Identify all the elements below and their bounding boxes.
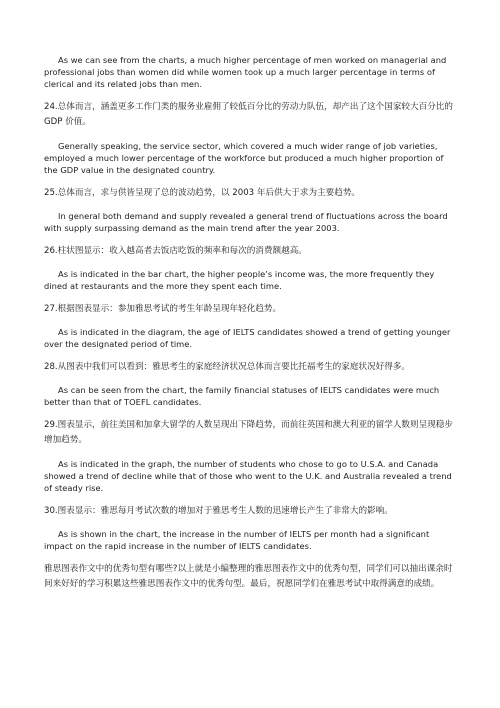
paragraph-zh-conclusion: 雅思图表作文中的优秀句型有哪些?以上就是小编整理的雅思图表作文中的优秀句型，同学们可以抽出课余时间来好好的学习积累这些雅思图表作文中的优秀句型。最后，祝愿同学们在雅思考试中取得满意的成绩。 [44,564,453,589]
paragraph-en-men-women-jobs: As we can see from the charts, a much higher percentage of men worked on managerial and professional jobs than women did while women took up a much larger percentage in terms of clerical and its related jobs than men. [44,55,447,89]
paragraph-en-income-dining: As is indicated in the bar chart, the higher people’s income was, the more frequently they dined at restaurants and the more they spent each time. [44,269,435,291]
paragraph-en-service-sector: Generally speaking, the service sector, which covered a much wider range of job varieties, employed a much lower percentage of the workforce but produced a much higher proportion of the GDP value in the designated country. [44,141,444,175]
paragraph-en-ielts-age: As is indicated in the diagram, the age of IELTS candidates showed a trend of getting younger over the designated period of time. [44,327,451,349]
paragraph-en-ielts-frequency: As is shown in the chart, the increase in the number of IELTS per month had a significant impact on the rapid increase in the number of IELTS candidates. [44,529,430,551]
paragraph-en-study-abroad: As is indicated in the graph, the number of students who chose to go to U.S.A. and Canada showed a trend of decline while that of those who went to the U.K. and Australia revealed a trend of steady rise. [44,459,452,493]
paragraph-zh-25: 25.总体而言，求与供皆呈现了总的波动趋势，以 2003 年后供大于求为主要趋势。 [44,188,361,198]
paragraph-zh-30: 30.图表显示：雅思每月考试次数的增加对于雅思考生人数的迅速增长产生了非常大的影响。 [44,506,393,516]
paragraph-zh-26: 26.柱状图显示：收入越高者去饭店吃饭的频率和每次的消费额越高。 [44,246,307,256]
paragraph-zh-29: 29.图表显示，前往美国和加拿大留学的人数呈现出下降趋势，而前往英国和澳大利亚的留学人数则呈现稳步增加趋势。 [44,420,453,445]
paragraph-en-family-finance: As can be seen from the chart, the family financial statuses of IELTS candidates were much better than that of TOEFL candidates. [44,385,440,407]
paragraph-zh-24: 24.总体而言，涵盖更多工作门类的服务业雇佣了较低百分比的劳动力队伍，却产出了这个国家较大百分比的 GDP 价值。 [44,102,453,127]
paragraph-zh-28: 28.从图表中我们可以看到：雅思考生的家庭经济状况总体而言要比托福考生的家庭状况好得多。 [44,362,411,372]
paragraph-en-demand-supply: In general both demand and supply revealed a general trend of fluctuations across the board with supply surpassing demand as the main trend after the year 2003. [44,211,448,233]
paragraph-zh-27: 27.根据图表显示：参加雅思考试的考生年龄呈现年轻化趋势。 [44,304,282,314]
